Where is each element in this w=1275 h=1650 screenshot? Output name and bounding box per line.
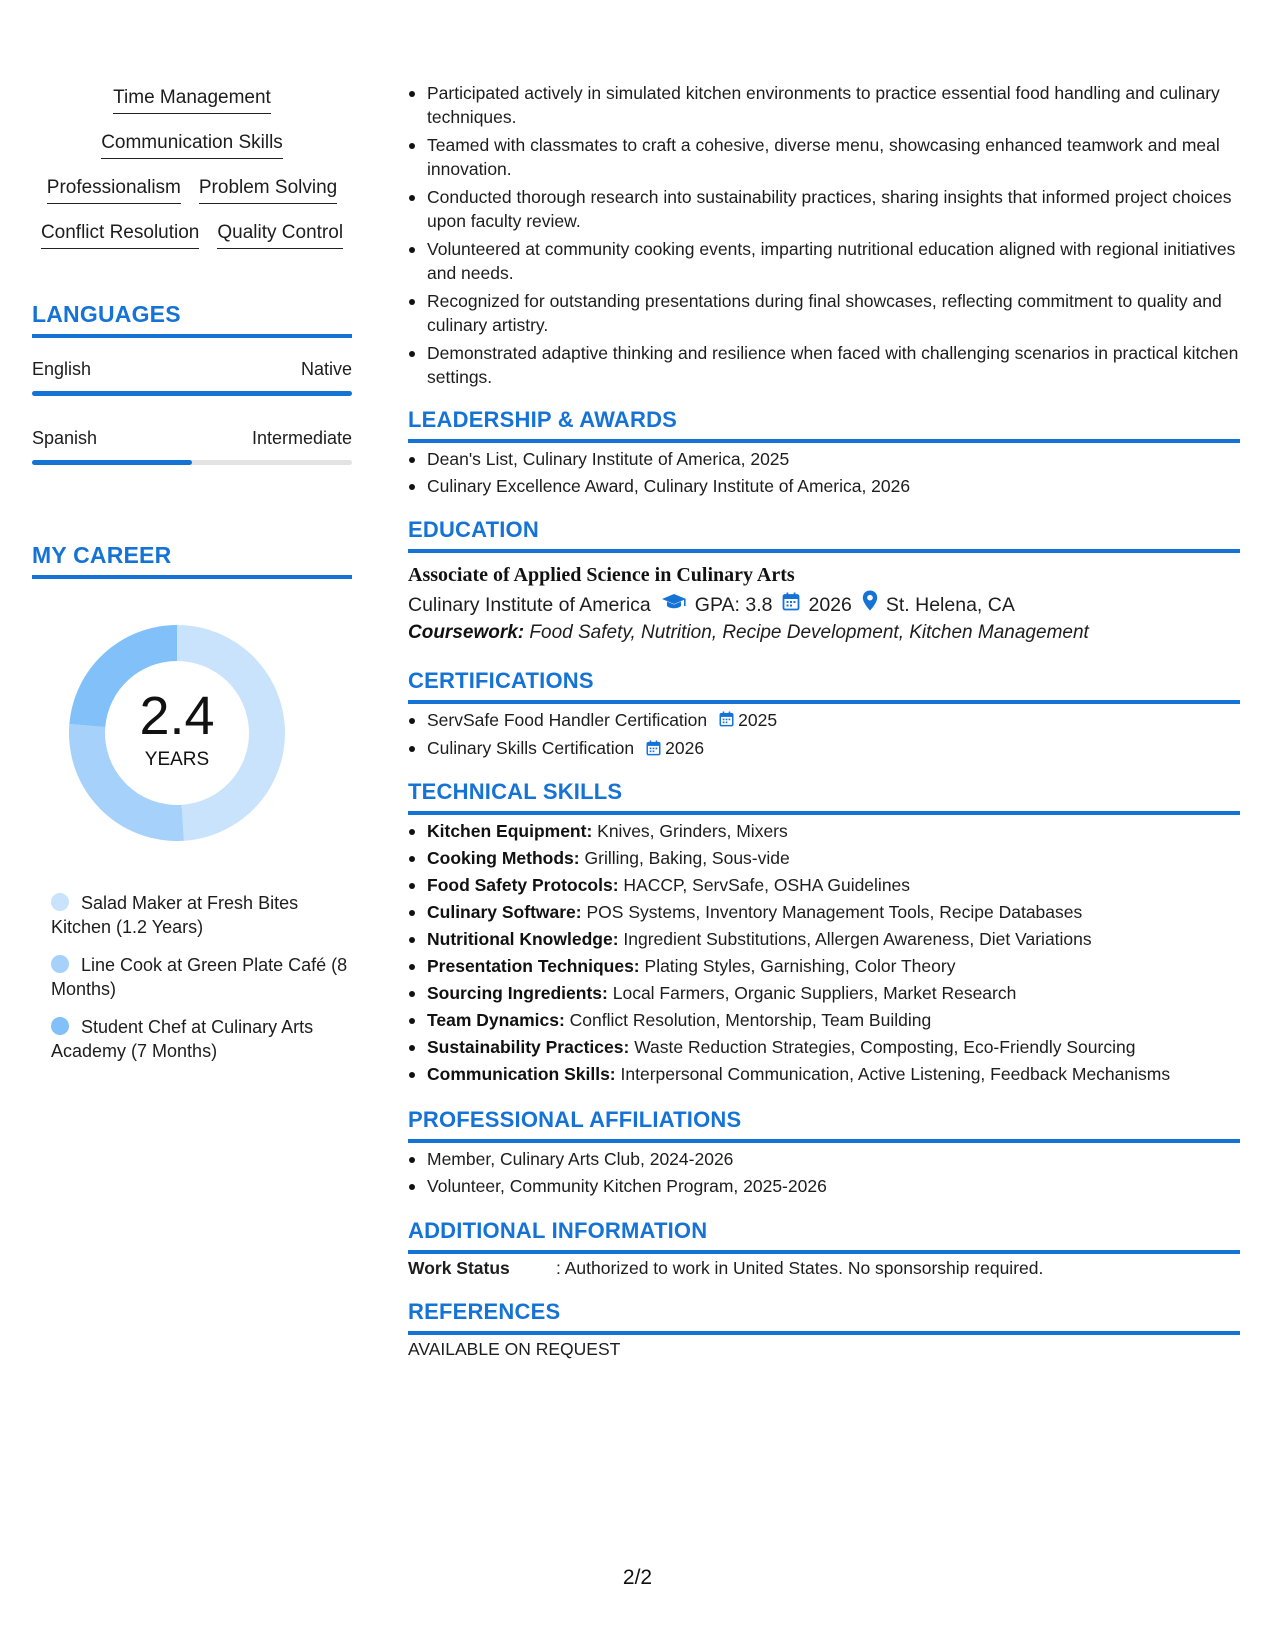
references-text: AVAILABLE ON REQUEST <box>408 1339 621 1359</box>
career-total: 2.4 <box>139 686 215 746</box>
list-item <box>408 736 1240 761</box>
skill-tag: Problem Solving <box>199 176 337 204</box>
skill-label: Communication Skills: <box>427 1064 616 1084</box>
skill-label: Sourcing Ingredients: <box>427 983 608 1003</box>
list-item: Culinary Excellence Award, Culinary Institute of America, 2026 <box>408 474 1240 498</box>
education-gpa: GPA: 3.8 <box>694 593 773 616</box>
language-bar-fill <box>32 460 192 465</box>
career-heading: MY CAREER <box>32 541 352 579</box>
skill-label: Food Safety Protocols: <box>427 875 619 895</box>
list-item: Participated actively in simulated kitchen environments to practice essential food handling and culinary techniques. <box>408 81 1240 129</box>
list-item <box>408 1062 1240 1086</box>
education-location: St. Helena, CA <box>885 593 1015 616</box>
skill-label: Culinary Software: <box>427 902 582 922</box>
additional-info-heading: ADDITIONAL INFORMATION <box>408 1218 1240 1254</box>
legend-dot <box>51 955 69 973</box>
education-year: 2026 <box>808 593 852 616</box>
skill-value: Knives, Grinders, Mixers <box>597 821 788 841</box>
career-item-label: Line Cook at Green Plate Café (8 Months) <box>51 955 348 999</box>
education-coursework <box>408 620 1089 646</box>
list-item: Dean's List, Culinary Institute of America, 2025 <box>408 447 1240 471</box>
language-bar-fill <box>32 391 352 396</box>
language-english <box>32 357 352 396</box>
list-item: Recognized for outstanding presentations during final showcases, reflecting commitment to quality and culinary artistry. <box>408 289 1240 337</box>
technical-skills-list <box>408 819 1240 1089</box>
skill-label: Sustainability Practices: <box>427 1037 630 1057</box>
language-name: English <box>32 359 92 379</box>
language-level: Intermediate <box>251 428 352 448</box>
skill-value: HACCP, ServSafe, OSHA Guidelines <box>623 875 911 895</box>
skill-value: Interpersonal Communication, Active Listening, Feedback Mechanisms <box>620 1064 1171 1084</box>
skill-tag: Conflict Resolution <box>41 221 199 249</box>
list-item <box>408 954 1240 978</box>
education-heading: EDUCATION <box>408 517 1240 553</box>
career-item-label: Salad Maker at Fresh Bites Kitchen (1.2 Years) <box>51 893 299 937</box>
skill-tag: Quality Control <box>217 221 343 249</box>
skill-label: Team Dynamics: <box>427 1010 565 1030</box>
skill-value: POS Systems, Inventory Management Tools, Recipe Databases <box>586 902 1083 922</box>
skill-value: Ingredient Substitutions, Allergen Awareness, Diet Variations <box>623 929 1092 949</box>
list-item: Volunteer, Community Kitchen Program, 2025-2026 <box>408 1174 1240 1198</box>
skill-tag: Communication Skills <box>101 131 283 159</box>
references-heading: REFERENCES <box>408 1299 1240 1335</box>
education-details <box>408 590 1015 619</box>
graduation-cap-icon <box>661 591 687 619</box>
language-spanish <box>32 426 352 465</box>
work-status <box>408 1256 1043 1280</box>
list-item: Teamed with classmates to craft a cohesive, diverse menu, showcasing enhanced teamwork and meal innovation. <box>408 133 1240 181</box>
skills-row <box>32 176 352 204</box>
calendar-icon <box>782 591 800 619</box>
calendar-icon <box>719 709 734 733</box>
skill-tag: Professionalism <box>47 176 181 204</box>
skill-label: Kitchen Equipment: <box>427 821 593 841</box>
list-item: Conducted thorough research into sustainability practices, sharing insights that informed project choices upon faculty review. <box>408 185 1240 233</box>
career-item <box>51 891 351 939</box>
legend-dot <box>51 893 69 911</box>
list-item <box>408 1035 1240 1059</box>
education-school: Culinary Institute of America <box>408 593 651 616</box>
list-item <box>408 981 1240 1005</box>
certification-name: ServSafe Food Handler Certification <box>427 710 708 730</box>
list-item <box>408 708 1240 733</box>
list-item <box>408 873 1240 897</box>
language-bar <box>32 391 352 396</box>
languages-heading: LANGUAGES <box>32 300 352 338</box>
skills-row <box>32 131 352 159</box>
skill-value: Waste Reduction Strategies, Composting, Eco-Friendly Sourcing <box>634 1037 1136 1057</box>
coursework-value: Food Safety, Nutrition, Recipe Development, Kitchen Management <box>529 622 1089 643</box>
certifications-heading: CERTIFICATIONS <box>408 668 1240 704</box>
list-item <box>408 900 1240 924</box>
language-name: Spanish <box>32 428 98 448</box>
certifications-list <box>408 708 1240 765</box>
list-item: Volunteered at community cooking events, imparting nutritional education aligned with regional initiatives and needs. <box>408 237 1240 285</box>
certification-year: 2026 <box>665 738 705 759</box>
legend-dot <box>51 1017 69 1035</box>
skill-label: Cooking Methods: <box>427 848 580 868</box>
language-bar <box>32 460 352 465</box>
list-item <box>408 927 1240 951</box>
skills-row <box>32 221 352 249</box>
career-item-label: Student Chef at Culinary Arts Academy (7 Months) <box>51 1017 314 1061</box>
work-status-value: : Authorized to work in United States. No sponsorship required. <box>556 1258 1044 1278</box>
list-item <box>408 819 1240 843</box>
certification-name: Culinary Skills Certification <box>427 738 635 759</box>
affiliations-list <box>408 1147 1240 1201</box>
skill-label: Presentation Techniques: <box>427 956 640 976</box>
list-item <box>408 1008 1240 1032</box>
technical-skills-heading: TECHNICAL SKILLS <box>408 779 1240 815</box>
work-status-label: Work Status <box>408 1258 510 1278</box>
list-item: Member, Culinary Arts Club, 2024-2026 <box>408 1147 1240 1171</box>
career-item <box>51 1015 351 1063</box>
awards-heading: LEADERSHIP & AWARDS <box>408 407 1240 443</box>
skill-value: Grilling, Baking, Sous-vide <box>584 848 790 868</box>
list-item <box>408 846 1240 870</box>
language-level: Native <box>300 359 352 379</box>
career-unit: YEARS <box>144 749 210 770</box>
education-degree: Associate of Applied Science in Culinary Arts <box>408 564 795 586</box>
skill-value: Plating Styles, Garnishing, Color Theory <box>644 956 956 976</box>
skills-row <box>32 86 352 114</box>
affiliations-heading: PROFESSIONAL AFFILIATIONS <box>408 1107 1240 1143</box>
page-number: 2/2 <box>622 1566 653 1589</box>
certification-year: 2025 <box>738 710 778 730</box>
location-pin-icon <box>862 590 878 619</box>
coursework-label: Coursework: <box>408 622 525 643</box>
calendar-icon <box>646 738 661 762</box>
career-donut-chart <box>64 620 290 846</box>
career-item <box>51 953 351 1001</box>
skill-value: Conflict Resolution, Mentorship, Team Building <box>569 1010 932 1030</box>
skill-tag: Time Management <box>113 86 271 114</box>
skill-value: Local Farmers, Organic Suppliers, Market Research <box>612 983 1017 1003</box>
experience-bullets <box>408 81 1240 393</box>
awards-list <box>408 447 1240 501</box>
list-item: Demonstrated adaptive thinking and resilience when faced with challenging scenarios in practical kitchen settings. <box>408 341 1240 389</box>
skill-label: Nutritional Knowledge: <box>427 929 619 949</box>
